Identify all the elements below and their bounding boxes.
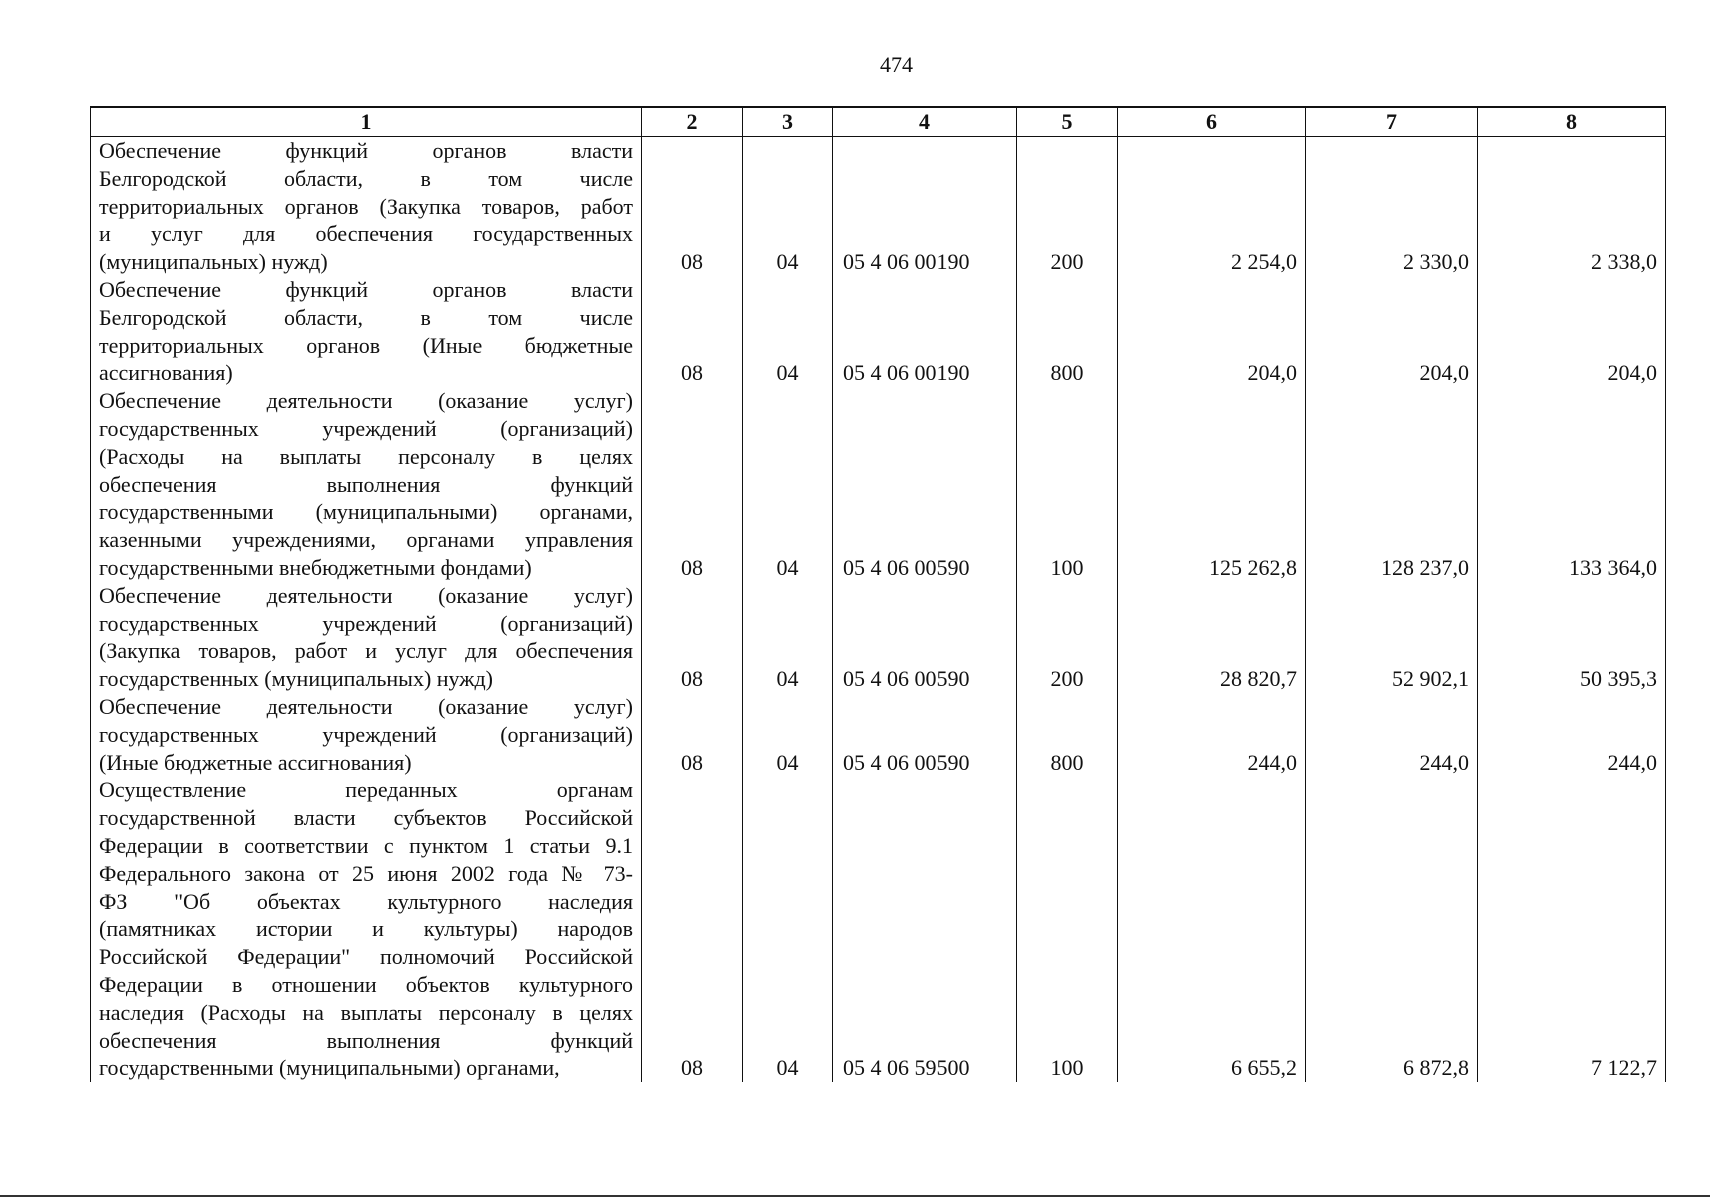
description-line: ФЗ "Об объектах культурного наследия [99, 888, 633, 914]
description-line: территориальных органов (Иные бюджетные [99, 332, 633, 358]
amount-col-7: 128 237,0 [1306, 387, 1478, 582]
table-header-row [91, 107, 1666, 137]
expense-type-code: 100 [1017, 387, 1118, 582]
row-description [91, 137, 642, 276]
column-header: 6 [1118, 107, 1306, 137]
section-code: 08 [642, 776, 743, 1082]
table-row [91, 137, 1666, 276]
target-article-code: 05 4 06 59500 [833, 776, 1017, 1082]
subsection-code: 04 [743, 137, 833, 276]
amount-col-6: 6 655,2 [1118, 776, 1306, 1082]
amount-col-6: 28 820,7 [1118, 582, 1306, 693]
description-line: Российской Федерации" полномочий Российской [99, 944, 633, 970]
amount-col-8: 204,0 [1478, 276, 1666, 387]
amount-col-8: 133 364,0 [1478, 387, 1666, 582]
description-line: Обеспечение функций органов власти [99, 276, 633, 302]
description-line: государственной власти субъектов Российской [99, 805, 633, 831]
column-header: 8 [1478, 107, 1666, 137]
description-line: Белгородской области, в том числе [99, 304, 633, 330]
column-header: 7 [1306, 107, 1478, 137]
description-line: Обеспечение деятельности (оказание услуг) [99, 582, 633, 608]
description-line: Федерального закона от 25 июня 2002 года № 73- [99, 860, 633, 886]
description-line: казенными учреждениями, органами управления [99, 527, 633, 553]
section-code: 08 [642, 137, 743, 276]
description-line: государственными (муниципальными) органами, [99, 1055, 560, 1081]
section-code: 08 [642, 582, 743, 693]
amount-col-7: 52 902,1 [1306, 582, 1478, 693]
page-number: 474 [880, 52, 913, 77]
table-row [91, 276, 1666, 387]
amount-col-8: 50 395,3 [1478, 582, 1666, 693]
description-line: обеспечения выполнения функций [99, 471, 633, 497]
description-line: и услуг для обеспечения государственных [99, 221, 633, 247]
budget-table [90, 106, 1666, 1082]
description-line: (Расходы на выплаты персоналу в целях [99, 443, 633, 469]
description-line: ассигнования) [99, 360, 233, 386]
amount-col-7: 6 872,8 [1306, 776, 1478, 1082]
row-description [91, 276, 642, 387]
description-line: наследия (Расходы на выплаты персоналу в целях [99, 999, 633, 1025]
section-code: 08 [642, 276, 743, 387]
target-article-code: 05 4 06 00190 [833, 276, 1017, 387]
row-description [91, 387, 642, 582]
description-line: обеспечения выполнения функций [99, 1027, 633, 1053]
description-line: государственных (муниципальных) нужд) [99, 666, 493, 692]
section-code: 08 [642, 387, 743, 582]
description-line: Белгородской области, в том числе [99, 165, 633, 191]
table-row [91, 693, 1666, 776]
expense-type-code: 200 [1017, 137, 1118, 276]
table-row [91, 582, 1666, 693]
description-line: Федерации в соответствии с пунктом 1 статьи 9.1 [99, 832, 633, 858]
amount-col-6: 2 254,0 [1118, 137, 1306, 276]
subsection-code: 04 [743, 776, 833, 1082]
subsection-code: 04 [743, 693, 833, 776]
description-line: Обеспечение деятельности (оказание услуг) [99, 388, 633, 414]
expense-type-code: 800 [1017, 693, 1118, 776]
column-header: 3 [743, 107, 833, 137]
amount-col-6: 244,0 [1118, 693, 1306, 776]
column-header: 5 [1017, 107, 1118, 137]
description-line: государственных учреждений (организаций) [99, 415, 633, 441]
table-row [91, 776, 1666, 1082]
description-line: государственных учреждений (организаций) [99, 721, 633, 747]
description-line: государственных учреждений (организаций) [99, 610, 633, 636]
row-description [91, 582, 642, 693]
column-header: 4 [833, 107, 1017, 137]
description-line: (Закупка товаров, работ и услуг для обеспечения [99, 638, 633, 664]
target-article-code: 05 4 06 00590 [833, 693, 1017, 776]
expense-type-code: 100 [1017, 776, 1118, 1082]
description-line: государственными внебюджетными фондами) [99, 554, 532, 580]
description-line: (муниципальных) нужд) [99, 249, 328, 275]
description-line: государственными (муниципальными) органами, [99, 499, 633, 525]
table-row [91, 387, 1666, 582]
description-line: Осуществление переданных органам [99, 777, 633, 803]
description-line: (Иные бюджетные ассигнования) [99, 749, 412, 775]
target-article-code: 05 4 06 00190 [833, 137, 1017, 276]
description-line: (памятниках истории и культуры) народов [99, 916, 633, 942]
row-description [91, 776, 642, 1082]
subsection-code: 04 [743, 276, 833, 387]
subsection-code: 04 [743, 387, 833, 582]
description-line: Обеспечение деятельности (оказание услуг) [99, 693, 633, 719]
column-header: 1 [91, 107, 642, 137]
amount-col-7: 204,0 [1306, 276, 1478, 387]
section-code: 08 [642, 693, 743, 776]
amount-col-6: 125 262,8 [1118, 387, 1306, 582]
amount-col-7: 244,0 [1306, 693, 1478, 776]
description-line: территориальных органов (Закупка товаров, работ [99, 193, 633, 219]
amount-col-6: 204,0 [1118, 276, 1306, 387]
description-line: Федерации в отношении объектов культурного [99, 971, 633, 997]
subsection-code: 04 [743, 582, 833, 693]
target-article-code: 05 4 06 00590 [833, 582, 1017, 693]
description-line: Обеспечение функций органов власти [99, 138, 633, 163]
expense-type-code: 200 [1017, 582, 1118, 693]
row-description [91, 693, 642, 776]
amount-col-8: 244,0 [1478, 693, 1666, 776]
column-header: 2 [642, 107, 743, 137]
amount-col-7: 2 330,0 [1306, 137, 1478, 276]
amount-col-8: 2 338,0 [1478, 137, 1666, 276]
amount-col-8: 7 122,7 [1478, 776, 1666, 1082]
expense-type-code: 800 [1017, 276, 1118, 387]
target-article-code: 05 4 06 00590 [833, 387, 1017, 582]
bottom-rule [0, 1195, 1710, 1197]
